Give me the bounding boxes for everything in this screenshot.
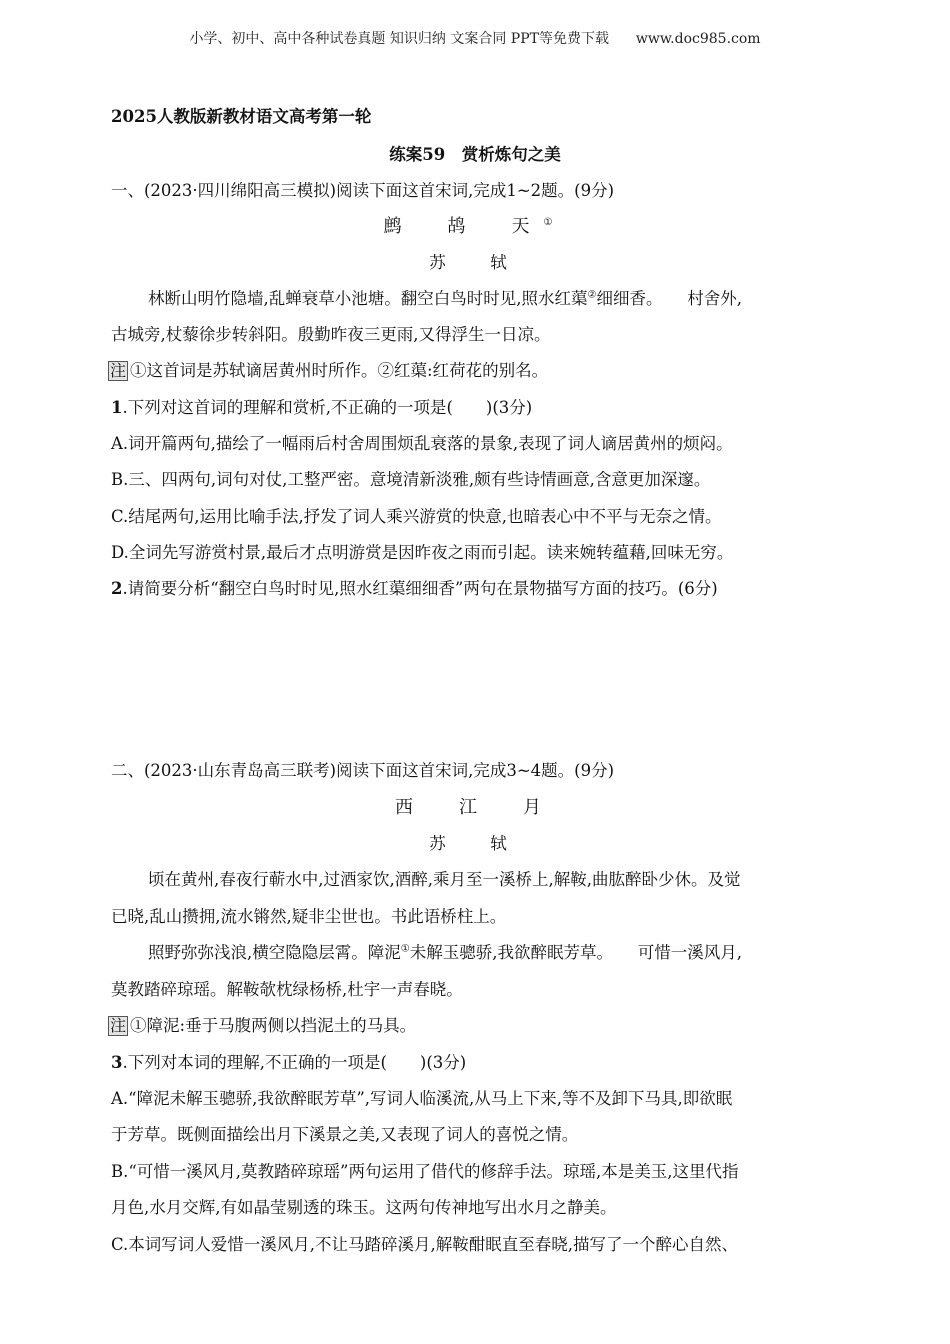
q1-option-b: B.三、四两句,词句对仗,工整严密。意境清新淡雅,颇有些诗情画意,含意更加深邃。 <box>111 470 711 489</box>
poem2-note <box>108 1015 416 1037</box>
poem2-preface-line2: 已晓,乱山攒拥,流水锵然,疑非尘世也。书此语桥柱上。 <box>111 907 507 926</box>
question-3-text: .下列对本词的理解,不正确的一项是( )(3分) <box>122 1053 467 1072</box>
poem2-note-text: ①障泥:垂于马腹两侧以挡泥土的马具。 <box>130 1016 417 1035</box>
question-1 <box>111 397 532 419</box>
poem1-title-footnote-mark: ① <box>543 217 567 228</box>
q1-option-d: D.全词先写游赏村景,最后才点明游赏是因昨夜之雨而引起。读来婉转蕴藉,回味无穷。 <box>111 543 734 562</box>
poem2-line1-part-b: 未解玉骢骄,我欲醉眠芳草。 可惜一溪风月, <box>409 943 742 962</box>
q3-option-a-line1: A.“障泥未解玉骢骄,我欲醉眠芳草”,写词人临溪流,从马上下来,等不及卸下马具,即欲眠 <box>111 1089 733 1108</box>
q3-option-b-line1: B.“可惜一溪风月,莫教踏碎琼瑶”两句运用了借代的修辞手法。琼瑶,本是美玉,这里代指 <box>111 1162 739 1181</box>
poem2-preface-line1: 顷在黄州,春夜行蕲水中,过酒家饮,酒醉,乘月至一溪桥上,解鞍,曲肱醉卧少休。及觉 <box>148 870 741 889</box>
page-header <box>0 28 950 48</box>
q3-option-c-line1: C.本词写词人爱惜一溪风月,不让马踏碎溪月,解鞍酣眠直至春晓,描写了一个醉心自然、 <box>111 1235 739 1254</box>
section1-heading: 一、(2023·四川绵阳高三模拟)阅读下面这首宋词,完成1~2题。(9分) <box>111 181 615 200</box>
header-site-text: 小学、初中、高中各种试卷真题 知识归纳 文案合同 PPT等免费下载 <box>189 31 609 47</box>
poem1-title: 鹧 鸪 天 <box>383 216 544 237</box>
poem2-line1-footnote-mark: ① <box>400 943 410 955</box>
question-2-number: 2 <box>111 579 123 598</box>
exercise-title: 练案59 赏析炼句之美 <box>389 145 561 164</box>
poem2-author: 苏 轼 <box>429 834 521 853</box>
header-site-url[interactable]: www.doc985.com <box>635 31 761 47</box>
poem2-line1 <box>148 942 742 964</box>
poem1-note-text: ①这首词是苏轼谪居黄州时所作。②红蕖:红荷花的别名。 <box>130 361 549 380</box>
q3-option-b-line2: 月色,水月交辉,有如晶莹剔透的珠玉。这两句传神地写出水月之静美。 <box>111 1198 617 1217</box>
poem2-line1-part-a: 照野弥弥浅浪,横空隐隐层霄。障泥 <box>148 943 401 962</box>
poem1-title-row <box>0 216 950 238</box>
q1-option-a: A.词开篇两句,描绘了一幅雨后村舍周围烦乱衰落的景象,表现了词人谪居黄州的烦闷。 <box>111 434 733 453</box>
poem1-line1-footnote-mark: ② <box>587 289 597 301</box>
poem1-author: 苏 轼 <box>429 253 521 272</box>
poem1-line1-part-b: 细细香。 村舍外, <box>596 289 742 308</box>
question-2-text: .请简要分析“翻空白鸟时时见,照水红蕖细细香”两句在景物描写方面的技巧。(6分) <box>122 579 718 598</box>
poem2-line2: 莫教踏碎琼瑶。解鞍欹枕绿杨桥,杜宇一声春晓。 <box>111 980 463 999</box>
note-label: 注 <box>110 361 127 380</box>
question-3 <box>111 1052 466 1074</box>
section2-heading: 二、(2023·山东青岛高三联考)阅读下面这首宋词,完成3~4题。(9分) <box>111 761 615 780</box>
question-2 <box>111 578 718 600</box>
poem2-title: 西 江 月 <box>395 797 555 818</box>
question-1-number: 1 <box>111 398 123 417</box>
q1-option-c: C.结尾两句,运用比喻手法,抒发了词人乘兴游赏的快意,也暗表心中不平与无奈之情。 <box>111 507 722 526</box>
poem1-line2: 古城旁,杖藜徐步转斜阳。殷勤昨夜三更雨,又得浮生一日凉。 <box>111 325 551 344</box>
note-label: 注 <box>110 1016 127 1035</box>
poem1-line1 <box>148 288 742 310</box>
q3-option-a-line2: 于芳草。既侧面描绘出月下溪景之美,又表现了词人的喜悦之情。 <box>111 1125 579 1144</box>
series-title: 2025人教版新教材语文高考第一轮 <box>111 107 372 126</box>
poem1-note <box>108 360 548 382</box>
poem1-line1-part-a: 林断山明竹隐墙,乱蝉衰草小池塘。翻空白鸟时时见,照水红蕖 <box>148 289 588 308</box>
question-3-number: 3 <box>111 1053 123 1072</box>
question-1-text: .下列对这首词的理解和赏析,不正确的一项是( )(3分) <box>122 398 533 417</box>
